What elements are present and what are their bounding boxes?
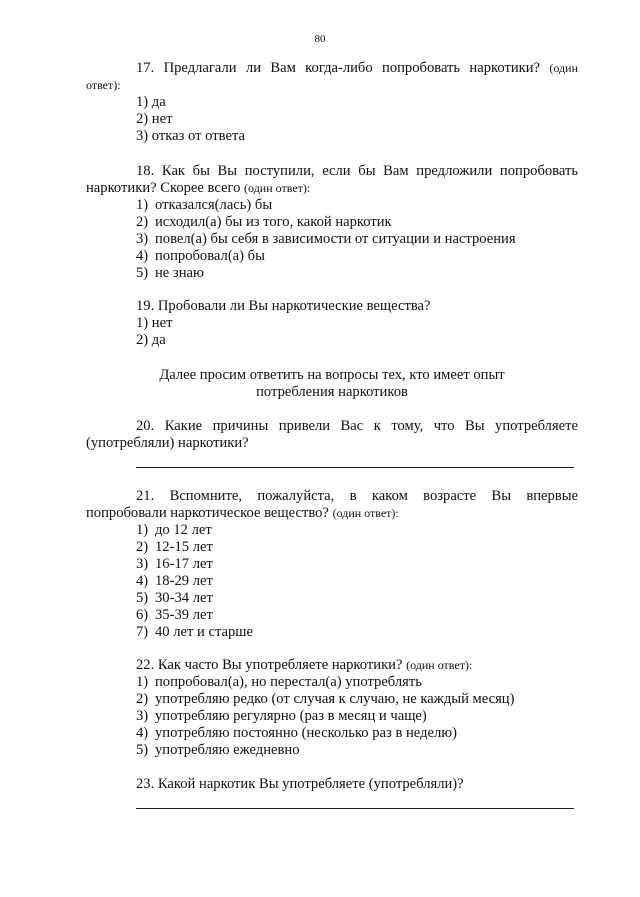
question-23: [86, 776, 578, 793]
option-item[interactable]: 3) употребляю регулярно (раз в месяц и чаще): [136, 708, 427, 724]
question-22-options: [136, 674, 514, 759]
option-item[interactable]: 1) отказался(лась) бы: [136, 197, 273, 213]
question-21: [86, 488, 578, 522]
answer-line-23[interactable]: [136, 808, 574, 809]
option-item[interactable]: 3) 16-17 лет: [136, 556, 213, 572]
question-17-note-part: (один: [549, 61, 578, 75]
option-item[interactable]: 7) 40 лет и старше: [136, 624, 254, 640]
question-19-options: [136, 315, 172, 349]
option-item[interactable]: 1) попробовал(а), но перестал(а) употреблять: [136, 674, 422, 690]
option-item[interactable]: 5) не знаю: [136, 265, 204, 281]
question-17-options: [136, 94, 245, 145]
option-item[interactable]: 2) исходил(а) бы из того, какой наркотик: [136, 214, 392, 230]
option-item[interactable]: 5) употребляю ежедневно: [136, 742, 300, 758]
option-item[interactable]: 1) да: [136, 94, 166, 110]
question-23-text: 23. Какой наркотик Вы употребляете (употребляли)?: [136, 776, 464, 792]
option-item[interactable]: 4) употребляю постоянно (несколько раз в неделю): [136, 725, 458, 741]
question-21-note: (один ответ):: [332, 506, 399, 520]
option-item[interactable]: 6) 35-39 лет: [136, 607, 213, 623]
option-item[interactable]: 4) 18-29 лет: [136, 573, 213, 589]
question-18-options: [136, 197, 516, 282]
page-number: 80: [314, 33, 326, 45]
question-20: [86, 418, 578, 452]
option-item[interactable]: 1) нет: [136, 315, 173, 331]
option-item[interactable]: 1) до 12 лет: [136, 522, 212, 538]
question-20-line2: (употребляли) наркотики?: [86, 435, 249, 451]
question-19-text: 19. Пробовали ли Вы наркотические вещества?: [136, 298, 431, 314]
question-20-line1: 20. Какие причины привели Вас к тому, что Вы употребляете: [136, 418, 578, 434]
question-18-note: (один ответ):: [244, 181, 311, 195]
option-item[interactable]: 3) повел(а) бы себя в зависимости от ситуации и настроения: [136, 231, 516, 247]
question-19: [86, 298, 578, 315]
option-item[interactable]: 2) употребляю редко (от случая к случаю, не каждый месяц): [136, 691, 515, 707]
option-item[interactable]: 2) нет: [136, 111, 173, 127]
section-notice-line1: Далее просим ответить на вопросы тех, кто имеет опыт: [159, 367, 505, 383]
option-item[interactable]: 5) 30-34 лет: [136, 590, 213, 606]
section-notice: [86, 367, 578, 401]
option-item[interactable]: 2) да: [136, 332, 166, 348]
option-item[interactable]: 3) отказ от ответа: [136, 128, 245, 144]
section-notice-line2: потребления наркотиков: [256, 384, 408, 400]
question-17: [86, 60, 578, 94]
question-21-options: [136, 522, 253, 641]
question-21-line2: попробовали наркотическое вещество?: [86, 505, 329, 521]
question-22-text: 22. Как часто Вы употребляете наркотики?: [136, 657, 403, 673]
question-18-line2: наркотики? Скорее всего: [86, 180, 241, 196]
option-item[interactable]: 2) 12-15 лет: [136, 539, 213, 555]
question-21-line1: 21. Вспомните, пожалуйста, в каком возрасте Вы впервые: [136, 488, 578, 504]
question-18: [86, 163, 578, 197]
question-22-note: (один ответ):: [406, 658, 473, 672]
question-22: [86, 657, 578, 674]
question-17-text: 17. Предлагали ли Вам когда-либо попробовать наркотики?: [136, 60, 541, 76]
question-18-line1: 18. Как бы Вы поступили, если бы Вам предложили попробовать: [136, 163, 578, 179]
question-17-note-end: ответ):: [86, 78, 121, 92]
option-item[interactable]: 4) попробовал(а) бы: [136, 248, 265, 264]
answer-line-20[interactable]: [136, 467, 574, 468]
